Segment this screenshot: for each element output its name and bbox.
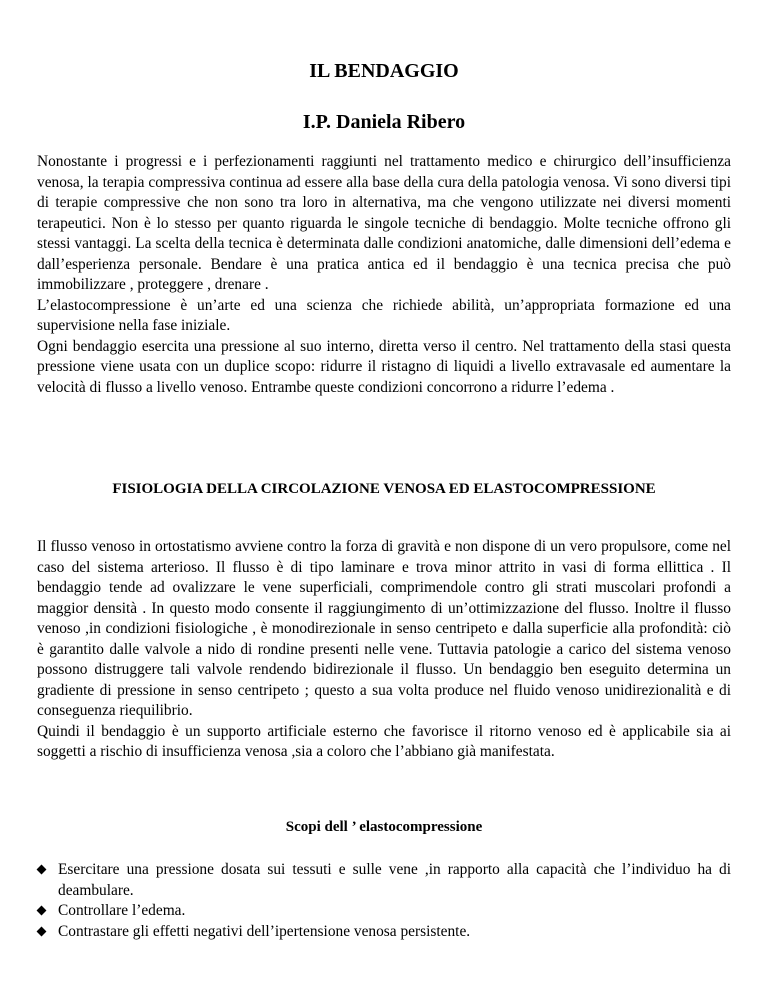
document-author: I.P. Daniela Ribero [302,111,466,133]
physiology-paragraph: Il flusso venoso in ortostatismo avviene contro la forza di gravità e non dispone di un vero propulsore, come nel caso del sistema arterioso. Il flusso è di tipo laminare e trova minor attrito in vasi di forma ellittica . Il bendaggio tende ad ovalizzare le vene superficiali, comprimendole contro gli strati muscolari profondi a maggior densità . In questo modo consente il raggiungimento di un’ottimizzazione del flusso. Inoltre il flusso venoso ,in condizioni fisiologiche , è monodirezionale in senso centripeto e dalla superficie alla profondità: ciò è garantito dalle valvole a nido di rondine presenti nelle vene. Tuttavia patologie a carico del sistema venoso possono distruggere tali valvole rendendo bidirezionale il flusso. Un bendaggio ben eseguito determina un gradiente di pressione in senso centripeto ; questo a sua volta produce nel fluido venoso unidirezionalità e di conseguenza riequilibrio. [37,538,731,719]
document-title: IL BENDAGGIO [309,60,459,82]
diamond-bullet-icon [37,906,47,916]
list-item-text: Esercitare una pressione dosata sui tessuti e sulle vene ,in rapporto alla capacità che l’individuo ha di deambulare. [58,861,731,899]
intro-paragraph: Nonostante i progressi e i perfezionamenti raggiunti nel trattamento medico e chirurgico dell’insufficienza venosa, la terapia compressiva continua ad essere alla base della cura della patologia venosa. Vi sono diversi tipi di terapie compressive che non sono tra loro in alternativa, ma che vengono utilizzate nei diversi momenti terapeutici. Non è lo stesso per quanto riguarda le singole tecniche di bendaggio. Molte tecniche offrono gli stessi vantaggi. La scelta della tecnica è determinata dalle condizioni anatomiche, dalle dimensioni dell’edema e dall’esperienza personale. Bendare è una pratica antica ed il bendaggio è una tecnica precisa che può immobilizzare , proteggere , drenare . [37,153,731,293]
list-item-text: Controllare l’edema. [58,902,186,919]
physiology-section [37,537,731,763]
intro-section [37,152,731,398]
section-heading: FISIOLOGIA DELLA CIRCOLAZIONE VENOSA ED ELASTOCOMPRESSIONE [112,481,656,497]
subsection-heading: Scopi dell ’ elastocompressione [285,819,483,835]
list-item [37,922,731,943]
diamond-bullet-icon [37,926,47,936]
intro-paragraph: Ogni bendaggio esercita una pressione al suo interno, diretta verso il centro. Nel trattamento della stasi questa pressione viene usata con un duplice scopo: ridurre il ristagno di liquidi a livello extravasale ed aumentare la velocità di flusso a livello venoso. Entrambe queste condizioni concorrono a ridurre l’edema . [37,337,731,396]
intro-paragraph: L’elastocompressione è un’arte ed una scienza che richiede abilità, un’appropriata formazione ed una supervisione nella fase iniziale. [37,296,731,334]
list-item [37,860,731,901]
goals-list [37,860,731,942]
list-item-text: Contrastare gli effetti negativi dell’ipertensione venosa persistente. [58,922,471,940]
physiology-paragraph: Quindi il bendaggio è un supporto artificiale esterno che favorisce il ritorno venoso ed è applicabile sia ai soggetti a rischio di insufficienza venosa ,sia a coloro che l’abbiano già manifestata. [37,722,731,760]
diamond-bullet-icon [37,865,47,875]
list-item [37,901,731,922]
